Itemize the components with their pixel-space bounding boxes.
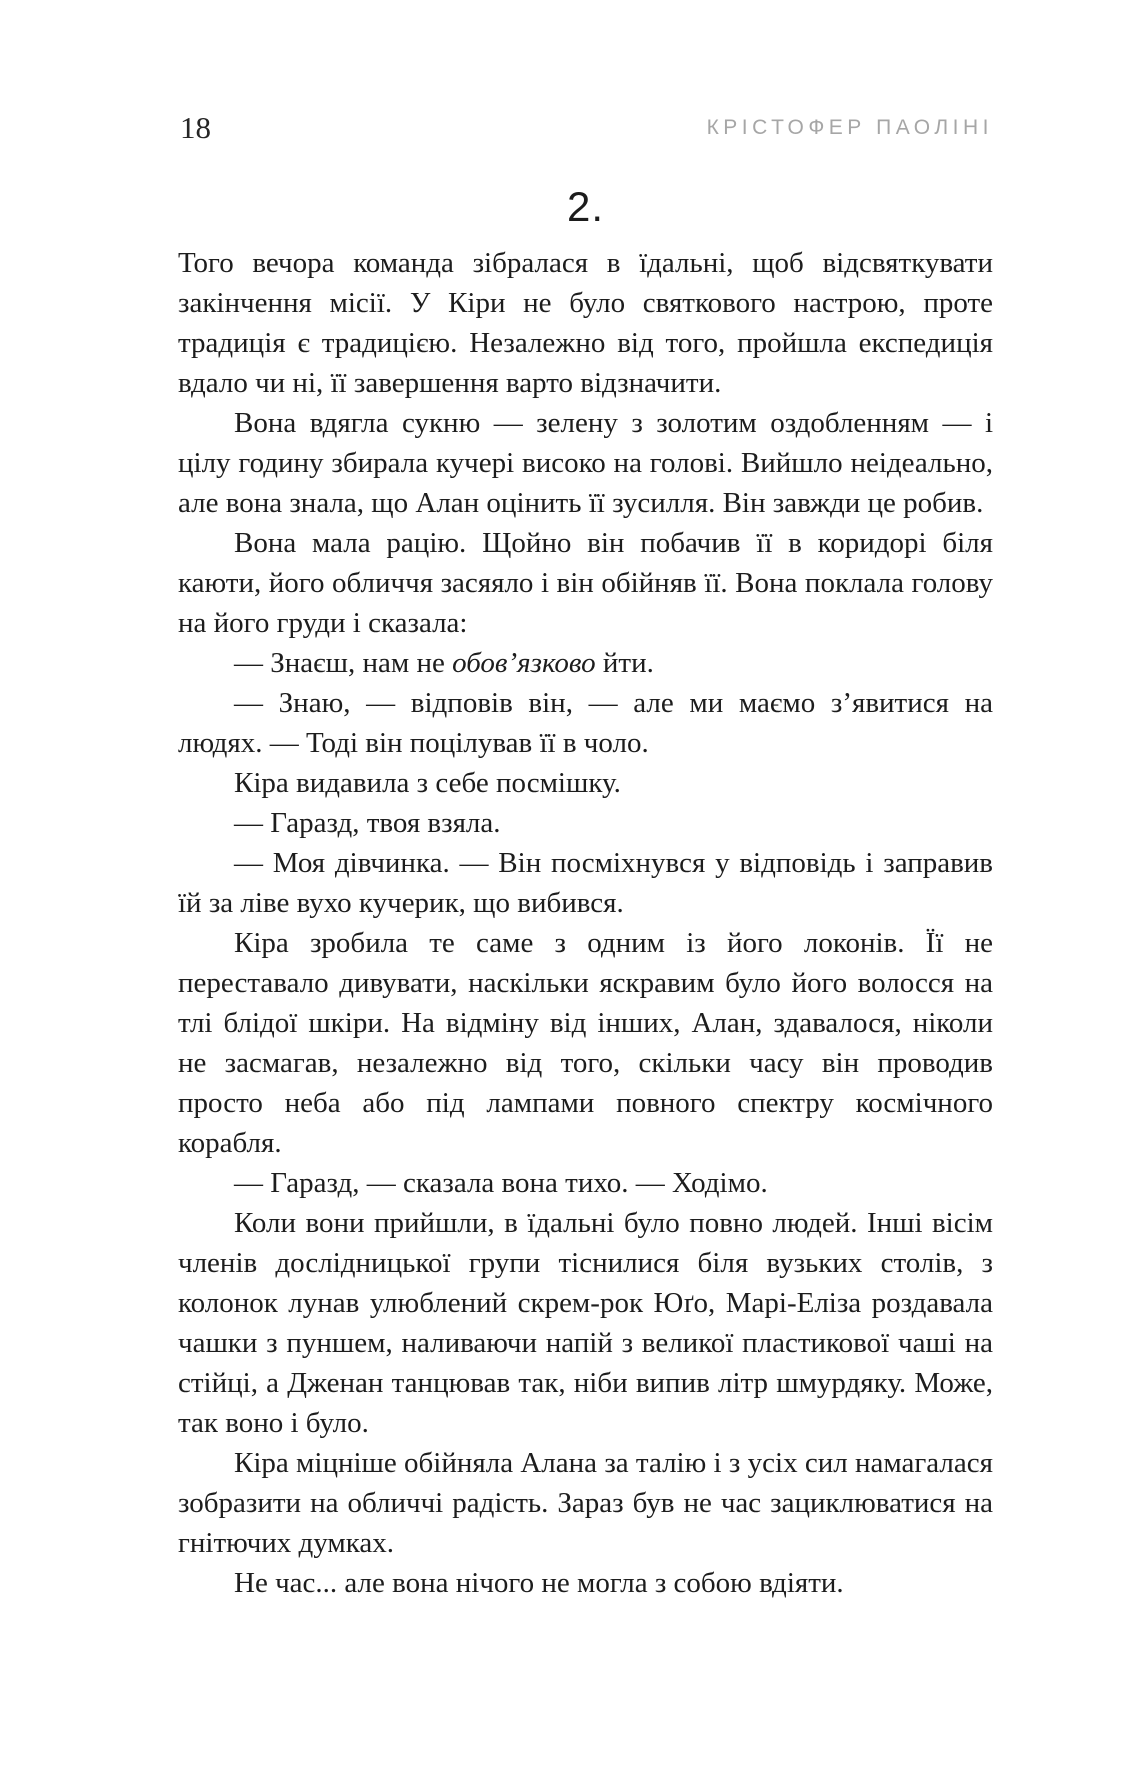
chapter-number: 2. [566,183,605,230]
paragraph [178,763,993,803]
page-number: 18 [180,110,211,145]
text-segment: Того вечора команда зібралася в їдальні, щоб відсвяткувати закінчення місії. У Кіри не було святкового настрою, проте традиція є традицією. Незалежно від того, пройшла експедиція вдало чи ні, її завершення варто відзначити. [178,247,993,399]
text-segment: — Знаю, — відповів він, — але ми маємо з’явитися на людях. — Тоді він поцілував її в чоло. [178,687,993,759]
paragraph [178,843,993,923]
text-segment: — Моя дівчинка. — Він посміхнувся у відповідь і заправив їй за ліве вухо кучерик, що вибився. [178,847,993,919]
paragraph [178,1443,993,1563]
paragraph [178,523,993,643]
text-segment: — Гаразд, твоя взяла. [234,807,501,839]
paragraph [178,643,993,683]
paragraph [178,1163,993,1203]
paragraph [178,923,993,1163]
text-segment: Кіра міцніше обійняла Алана за талію і з усіх сил намагалася зобразити на обличчі радість. Зараз був не час зациклюватися на гнітючих думках. [178,1447,993,1559]
paragraph [178,243,993,403]
text-segment: йти. [595,647,654,679]
text-segment: Вона мала рацію. Щойно він побачив її в коридорі біля каюти, його обличчя засяяло і він обійняв її. Вона поклала голову на його груди і сказала: [178,527,993,639]
paragraph [178,1563,993,1603]
text-segment: — Гаразд, — сказала вона тихо. — Ходімо. [234,1167,768,1199]
paragraph [178,683,993,763]
text-segment: Кіра видавила з себе посмішку. [234,767,621,799]
text-segment: — Знаєш, нам не [234,647,453,679]
paragraph [178,403,993,523]
text-segment: Коли вони прийшли, в їдальні було повно людей. Інші вісім членів дослідницької групи тіснилися біля вузьких столів, з колонок лунав улюблений скрем-рок Юґо, Марі-Еліза роздавала чашки з пуншем, наливаючи напій з великої пластикової чаші на стійці, а Дженан танцював так, ніби випив літр шмурдяку. Може, так воно і було. [178,1207,993,1439]
text-segment: Не час... але вона нічого не могла з собою вдіяти. [234,1567,844,1599]
text-segment: Вона вдягла сукню — зелену з золотим оздобленням — і цілу годину збирала кучері високо на голові. Вийшло неідеально, але вона знала, що Алан оцінить її зусилля. Він завжди це робив. [178,407,993,519]
body-text [178,243,993,1603]
running-header: КРІСТОФЕР ПАОЛІНІ [706,116,993,139]
paragraph [178,803,993,843]
paragraph [178,1203,993,1443]
text-segment: Кіра зробила те саме з одним із його локонів. Її не переставало дивувати, наскільки яскравим було його волосся на тлі блідої шкіри. На відміну від інших, Алан, здавалося, ніколи не засмагав, незалежно від того, скільки часу він проводив просто неба або під лампами повного спектру космічного корабля. [178,927,993,1159]
italic-text: обов’язково [452,647,596,679]
